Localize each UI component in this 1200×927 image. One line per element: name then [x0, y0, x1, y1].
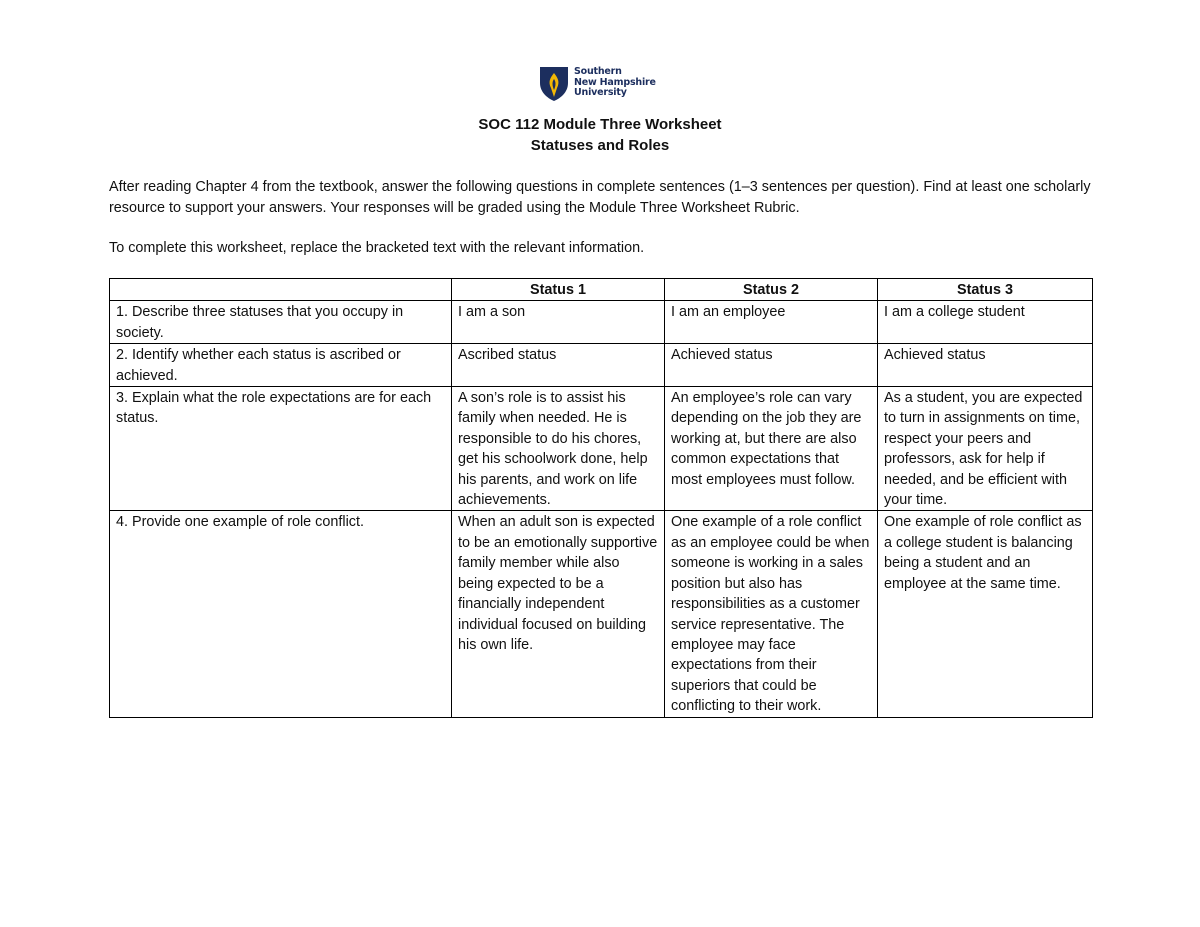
intro-paragraph: After reading Chapter 4 from the textbook, answer the following questions in complete sentences (1–3 sentences per question). Find at least one scholarly resource to support your answers. Your responses will be graded using the Module Three Worksheet Rubric.: [109, 179, 1091, 216]
question-cell: 2. Identify whether each status is ascribed or achieved.: [110, 344, 452, 387]
logo-line-3: University: [574, 87, 627, 98]
header-cell-status-2: Status 2: [665, 279, 878, 301]
document-title-block: [0, 114, 1200, 156]
answer-cell: Achieved status: [878, 344, 1093, 387]
answer-cell: I am a college student: [878, 301, 1093, 344]
table-header-row: [110, 279, 1093, 301]
question-cell: 3. Explain what the role expectations are for each status.: [110, 387, 452, 511]
answer-cell: One example of a role conflict as an employee could be when someone is working in a sales position but also has responsibilities as a customer service representative. The employee may face expectations from their superiors that could be conflicting to their work.: [665, 511, 878, 717]
answer-cell: An employee’s role can vary depending on the job they are working at, but there are also common expectations that most employees must follow.: [665, 387, 878, 511]
header-cell-status-1: Status 1: [452, 279, 665, 301]
table-row: [110, 301, 1093, 344]
table-row: [110, 387, 1093, 511]
table-row: [110, 511, 1093, 717]
answer-cell: As a student, you are expected to turn in assignments on time, respect your peers and professors, ask for help if needed, and be efficient with your time.: [878, 387, 1093, 511]
document-subtitle: Statuses and Roles: [530, 137, 670, 154]
answer-cell: I am a son: [452, 301, 665, 344]
document-title: SOC 112 Module Three Worksheet: [478, 116, 722, 133]
logo-line-2: New Hampshire: [574, 76, 656, 88]
worksheet-table: [109, 278, 1093, 718]
instructions-paragraph: To complete this worksheet, replace the bracketed text with the relevant information.: [109, 240, 645, 256]
header-cell-status-3: Status 3: [878, 279, 1093, 301]
question-cell: 1. Describe three statuses that you occupy in society.: [110, 301, 452, 344]
answer-cell: Achieved status: [665, 344, 878, 387]
answer-cell: A son’s role is to assist his family when needed. He is responsible to do his chores, get his schoolwork done, help his parents, and work on life achievements.: [452, 387, 665, 511]
answer-cell: When an adult son is expected to be an emotionally supportive family member while also being expected to be a financially independent individual focused on building his own life.: [452, 511, 665, 717]
answer-cell: One example of role conflict as a college student is balancing being a student and an employee at the same time.: [878, 511, 1093, 717]
table-row: [110, 344, 1093, 387]
question-cell: 4. Provide one example of role conflict.: [110, 511, 452, 717]
answer-cell: Ascribed status: [452, 344, 665, 387]
snhu-wordmark: [574, 67, 656, 99]
snhu-logo: [539, 66, 656, 102]
header-cell-question: [110, 279, 452, 301]
answer-cell: I am an employee: [665, 301, 878, 344]
logo-line-1: Southern: [574, 66, 622, 77]
snhu-shield-icon: [539, 66, 569, 102]
